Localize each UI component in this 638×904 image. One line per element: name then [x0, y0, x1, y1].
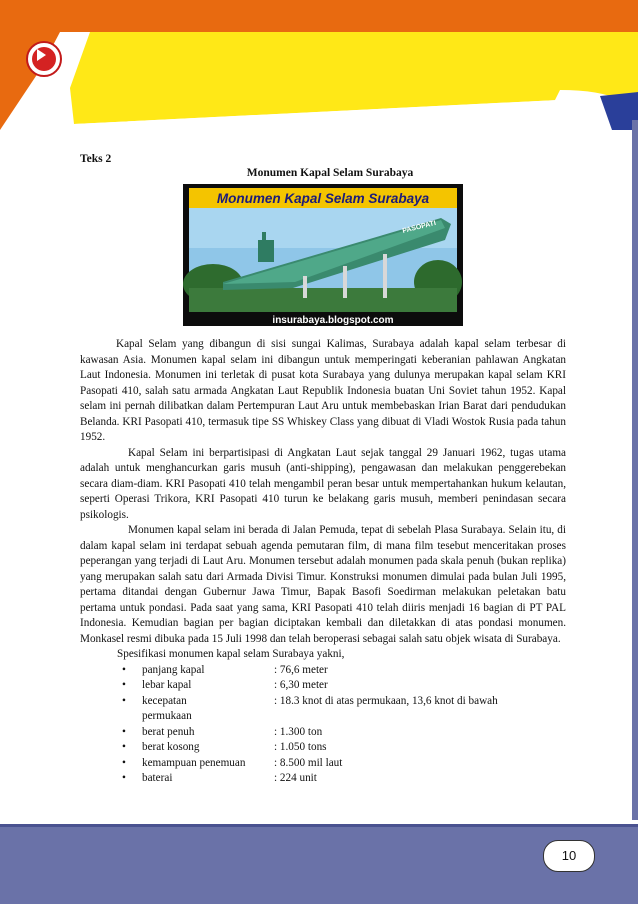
- list-item: • lebar kapal : 6,30 meter: [120, 678, 566, 694]
- bullet-icon: •: [122, 756, 126, 769]
- list-item: • berat kosong : 1.050 tons: [120, 740, 566, 756]
- bullet-icon: •: [122, 741, 126, 753]
- paragraph-2: Kapal Selam ini berpartisipasi di Angkatan Laut sejak tanggal 29 Januari 1962, tugas utama adalah untuk menghancurkan garis musuh (anti-shipping), pengawasan dan melakukan penggerebekan secara diam-diam. KRI Pasopati 410 telah mengambil peran besar untuk mempertahankan hukum kelautan, seperti Operasi Trikora, KRI Pasopati 410 turun ke belakang garis musuh, memberi penindasan secara psikologis.: [80, 446, 566, 521]
- bullet-icon: •: [122, 679, 126, 691]
- page-header: [0, 0, 638, 130]
- page-title: Monumen Kapal Selam Surabaya: [246, 167, 414, 179]
- submarine-photo: [183, 184, 463, 326]
- photo-ship-name: PASOPATI: [401, 219, 437, 235]
- photo-caption: insurabaya.blogspot.com: [272, 315, 394, 326]
- list-item: • kemampuan penemuan : 8.500 mil laut: [120, 756, 566, 772]
- article-body: [80, 337, 566, 787]
- bullet-icon: •: [122, 725, 126, 738]
- list-item: • berat penuh : 1.300 ton: [120, 725, 566, 741]
- spec-list: [80, 663, 566, 787]
- section-label: Teks 2: [80, 153, 112, 165]
- list-item: • baterai : 224 unit: [120, 771, 566, 787]
- list-item: • panjang kapal : 76,6 meter: [120, 663, 566, 679]
- bullet-icon: •: [122, 772, 126, 784]
- page-number: 10: [543, 840, 595, 872]
- page-footer: [0, 824, 638, 904]
- paragraph-1: Kapal Selam yang dibangun di sisi sungai Kalimas, Surabaya adalah kapal selam terbesar di kawasan Asia. Monumen kapal selam ini dibangun untuk memperingati keberanian pahlawan Angkatan Laut Indonesia. Monumen ini terletak di pusat kota Surabaya yang dulunya merupakan kapal selam KRI Pasopati 410, salah satu armada Angkatan Laut Republik Indonesia buatan Uni Soviet tahun 1952. Kapal selam ini pernah dilibatkan dalam Pertempuran Laut Aru untuk membebaskan Irian Barat dari pendudukan Belanda. KRI Pasopati 410, termasuk tipe SS Whiskey Class yang dibuat di Vladi Wostok Rusia pada tahun 1952.: [80, 338, 566, 443]
- bullet-icon: •: [122, 694, 126, 707]
- bullet-icon: •: [122, 663, 126, 676]
- list-item-continuation: permukaan: [142, 710, 192, 722]
- paragraph-3: Monumen kapal selam ini berada di Jalan Pemuda, tepat di sebelah Plasa Surabaya. Selain itu, di dalam kapal selam ini terdapat sebuah agenda pemutaran film, di mana film tesebut menceritakan proses peperangan yang terjadi di Laut Aru. Monumen tersebut adalah monumen pada skala penuh (bukan replika) yang merupakan salah satu dari Armada Divisi Timur. Konstruksi monumen dimulai pada bulan Juli 1995, pertama ditandai dengan Gubernur Jawa Timur, Bapak Basofi Soedirman melakukan peletakan batu pertama untuk pondasi. Pada saat yang sama, KRI Pasopati 410 telah diiris menjadi 16 bagian di PT PAL Indonesia. Kemudian bagian per bagian diciptakan kembali dan diletakkan di atas pondasi monumen. Monkasel resmi dibuka pada 15 Juli 1998 dan telah beroperasi sebagai salah satu objek wisata di Surabaya.: [80, 524, 566, 645]
- list-item: • kecepatan : 18.3 knot di atas permukaan, 13,6 knot di bawah: [120, 694, 566, 710]
- footer-divider: [0, 824, 638, 827]
- play-icon[interactable]: [26, 41, 62, 77]
- spec-intro: Spesifikasi monumen kapal selam Surabaya yakni,: [117, 648, 345, 660]
- photo-banner-text: Monumen Kapal Selam Surabaya: [216, 191, 430, 206]
- page-right-edge: [632, 120, 638, 820]
